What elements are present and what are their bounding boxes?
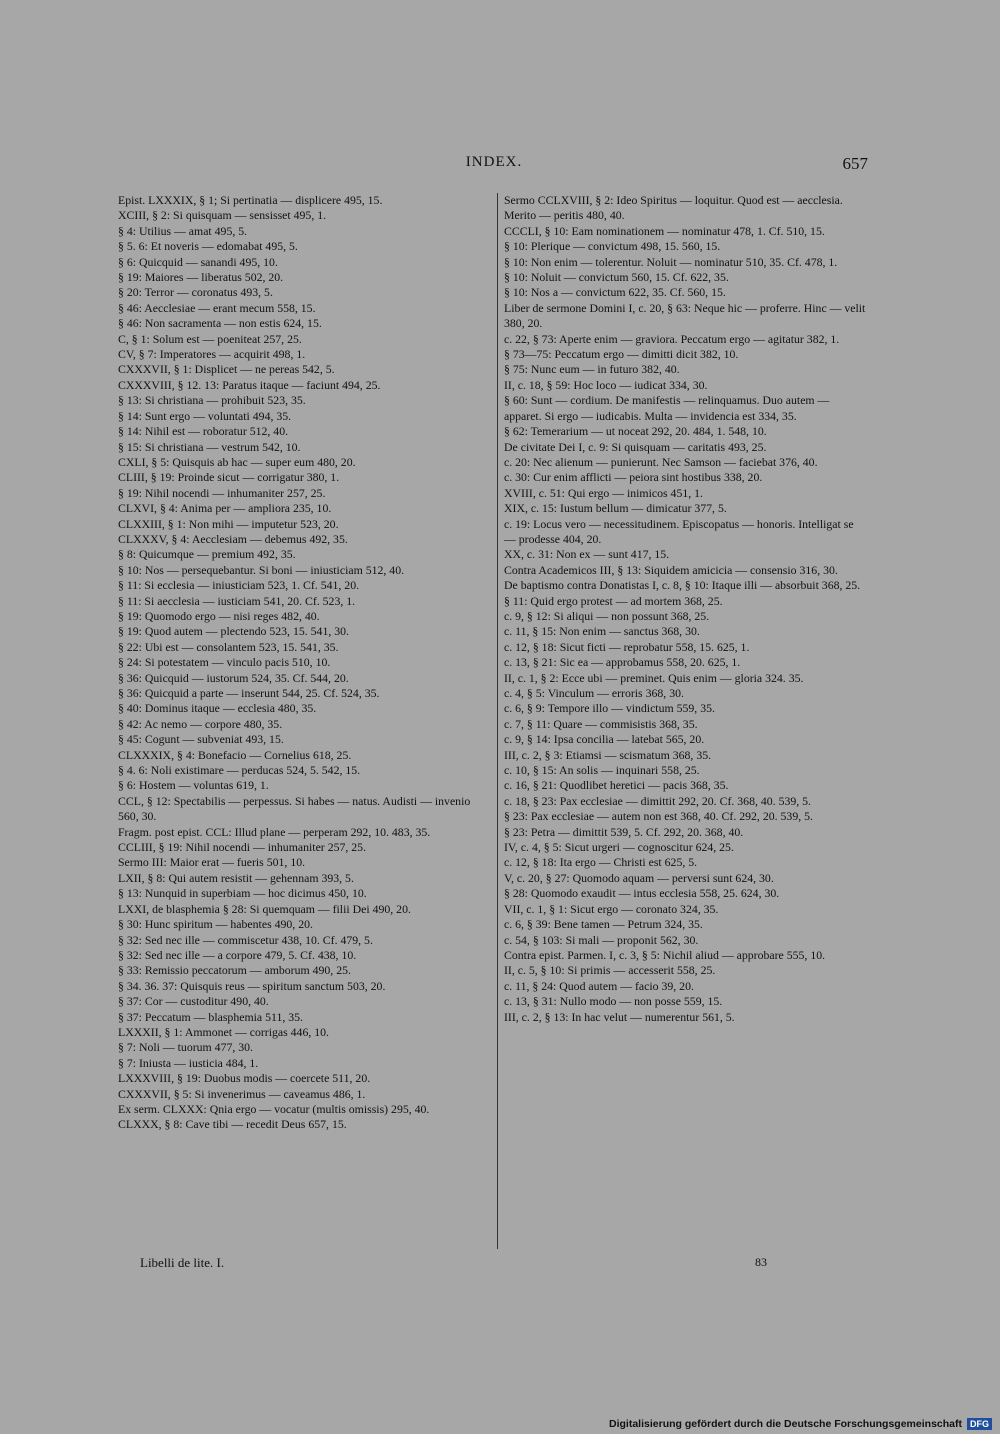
index-entry: § 4. 6: Noli existimare — perducas 524, 5. 542, 15.: [118, 763, 361, 778]
index-entry: § 40: Dominus itaque — ecclesia 480, 35.: [118, 701, 317, 716]
index-entry: XIX, c. 15: Iustum bellum — dimicatur 377, 5.: [504, 501, 727, 516]
index-entry: Fragm. post epist. CCL: Illud plane — perperam 292, 10. 483, 35.: [118, 824, 431, 839]
index-entry: De civitate Dei I, c. 9: Si quisquam — caritatis 493, 25.: [504, 439, 767, 454]
index-entry: § 10: Nos a — convictum 622, 35. Cf. 560, 15.: [504, 285, 726, 300]
index-entry: c. 9, § 14: Ipsa concilia — latebat 565, 20.: [504, 732, 705, 747]
index-entry: c. 22, § 73: Aperte enim — graviora. Peccatum ergo — agitatur 382, 1.: [504, 331, 840, 346]
index-entry: § 14: Nihil est — roboratur 512, 40.: [118, 424, 289, 439]
index-entry: § 42: Ac nemo — corpore 480, 35.: [118, 716, 283, 731]
index-entry: § 19: Quomodo ergo — nisi reges 482, 40.: [118, 608, 320, 623]
index-entry: c. 11, § 15: Non enim — sanctus 368, 30.: [504, 624, 700, 639]
index-entry: c. 18, § 23: Pax ecclesiae — dimittit 292, 20. Cf. 368, 40. 539, 5.: [504, 793, 812, 808]
index-entry: § 23: Pax ecclesiae — autem non est 368, 40. Cf. 292, 20. 539, 5.: [504, 809, 813, 824]
index-entry: CLXVI, § 4: Anima per — ampliora 235, 10.: [118, 501, 332, 516]
index-entry: CCCLI, § 10: Eam nominationem — nominatur 478, 1. Cf. 510, 15.: [504, 223, 825, 238]
index-entry: CLXXX, § 8: Cave tibi — recedit Deus 657, 15.: [118, 1117, 347, 1132]
index-entry: § 15: Si christiana — vestrum 542, 10.: [118, 439, 301, 454]
index-column-right: [504, 193, 866, 1025]
index-entry: c. 4, § 5: Vinculum — erroris 368, 30.: [504, 686, 684, 700]
index-entry: c. 6, § 39: Bene tamen — Petrum 324, 35.: [504, 917, 703, 932]
index-entry: § 11: Si ecclesia — iniusticiam 523, 1. Cf. 541, 20.: [118, 578, 360, 593]
index-entry: CLXXXV, § 4: Aecclesiam — debemus 492, 35.: [118, 531, 348, 546]
dfg-credit: [609, 1417, 992, 1431]
column-divider: [497, 193, 498, 1249]
index-entry: LXII, § 8: Qui autem resistit — gehennam 393, 5.: [118, 870, 354, 885]
index-entry: § 19: Quod autem — plectendo 523, 15. 541, 30.: [118, 624, 349, 639]
index-entry: § 10: Plerique — convictum 498, 15. 560, 15.: [504, 239, 721, 254]
index-entry: III, c. 2, § 3: Etiamsi — scismatum 368, 35.: [504, 747, 712, 762]
index-entry: § 46: Non sacramenta — non estis 624, 15.: [118, 316, 322, 331]
index-entry: § 60: Sunt — cordium. De manifestis — relinquamus. Duo autem — apparet. Si ergo — iudicabis. Multa — invidencia est 334, 35.: [504, 393, 830, 423]
index-entry: c. 13, § 31: Nullo modo — non posse 559, 15.: [504, 994, 723, 1009]
dfg-credit-text: Digitalisierung gefördert durch die Deutsche Forschungsgemeinschaft: [609, 1418, 962, 1430]
index-entry: CCL, § 12: Spectabilis — perpessus. Si habes — natus. Audisti — invenio 560, 30.: [118, 793, 471, 824]
page-number: 657: [842, 154, 868, 173]
index-entry: § 46: Aecclesiae — erant mecum 558, 15.: [118, 300, 316, 315]
index-entry: § 19: Maiores — liberatus 502, 20.: [118, 270, 284, 285]
index-entry: § 7: Noli — tuorum 477, 30.: [118, 1040, 254, 1055]
index-entry: Epist. LXXXIX, § 1; Si pertinatia — displicere 495, 15.: [118, 193, 383, 207]
index-entry: IV, c. 4, § 5: Sicut urgeri — cognoscitur 624, 25.: [504, 840, 734, 855]
index-entry: § 24: Si potestatem — vinculo pacis 510, 10.: [118, 655, 331, 670]
index-entry: c. 6, § 9: Tempore illo — vindictum 559, 35.: [504, 701, 715, 716]
index-entry: § 62: Temerarium — ut noceat 292, 20. 484, 1. 548, 10.: [504, 424, 767, 439]
index-entry: III, c. 2, § 13: In hac velut — numerentur 561, 5.: [504, 1009, 735, 1024]
index-entry: § 13: Si christiana — prohibuit 523, 35.: [118, 393, 306, 408]
index-entry: c. 13, § 21: Sic ea — approbamus 558, 20. 625, 1.: [504, 655, 741, 670]
sheet-number: 83: [755, 1255, 767, 1269]
index-entry: Liber de sermone Domini I, c. 20, § 63: Neque hic — proferre. Hinc — velit 380, 20.: [504, 300, 866, 331]
running-head: [120, 154, 868, 176]
index-entry: § 13: Nunquid in superbiam — hoc dicimus 450, 10.: [118, 886, 367, 901]
index-entry: XVIII, c. 51: Qui ergo — inimicos 451, 1.: [504, 485, 703, 500]
index-entry: II, c. 18, § 59: Hoc loco — iudicat 334, 30.: [504, 377, 708, 392]
index-entry: c. 54, § 103: Si mali — proponit 562, 30.: [504, 932, 699, 947]
index-entry: De baptismo contra Donatistas I, c. 8, § 10: Itaque illi — absorbuit 368, 25.: [504, 578, 861, 593]
index-entry: CLXXIII, § 1: Non mihi — imputetur 523, 20.: [118, 516, 339, 531]
index-entry: § 37: Peccatum — blasphemia 511, 35.: [118, 1009, 304, 1024]
index-entry: § 11: Quid ergo protest — ad mortem 368, 25.: [504, 593, 723, 608]
index-entry: CCLIII, § 19: Nihil nocendi — inhumaniter 257, 25.: [118, 840, 367, 855]
index-entry: CXXXVII, § 5: Si invenerimus — caveamus 486, 1.: [118, 1086, 366, 1101]
dfg-logo-icon: DFG: [967, 1418, 992, 1430]
index-entry: § 34. 36. 37: Quisquis reus — spiritum sanctum 503, 20.: [118, 978, 386, 993]
index-entry: § 22: Ubi est — consolantem 523, 15. 541, 35.: [118, 639, 339, 654]
index-entry: Contra Academicos III, § 13: Siquidem amicicia — consensio 316, 30.: [504, 562, 838, 577]
index-entry: II, c. 5, § 10: Si primis — accesserit 558, 25.: [504, 963, 716, 978]
index-entry: § 20: Terror — coronatus 493, 5.: [118, 285, 273, 300]
index-entry: c. 10, § 15: An solis — inquinari 558, 25.: [504, 763, 700, 778]
index-entry: c. 19: Locus vero — necessitudinem. Episcopatus — honoris. Intelligat se — prodesse 404, 20.: [504, 516, 854, 546]
index-entry: CV, § 7: Imperatores — acquirit 498, 1.: [118, 347, 306, 362]
index-entry: V, c. 20, § 27: Quomodo aquam — perversi sunt 624, 30.: [504, 870, 774, 885]
index-entry: § 7: Iniusta — iusticia 484, 1.: [118, 1055, 259, 1070]
index-entry: CXXXVIII, § 12. 13: Paratus itaque — faciunt 494, 25.: [118, 377, 381, 392]
index-entry: c. 30: Cur enim afflicti — peiora sint hostibus 338, 20.: [504, 470, 763, 485]
index-entry: § 4: Utilius — amat 495, 5.: [118, 223, 248, 238]
index-entry: § 19: Nihil nocendi — inhumaniter 257, 25.: [118, 485, 326, 500]
index-entry: CLXXXIX, § 4: Bonefacio — Cornelius 618, 25.: [118, 747, 352, 762]
index-entry: § 36: Quicquid a parte — inserunt 544, 25. Cf. 524, 35.: [118, 686, 380, 700]
index-entry: § 6: Quicquid — sanandi 495, 10.: [118, 254, 278, 269]
index-entry: XCIII, § 2: Si quisquam — sensisset 495, 1.: [118, 208, 327, 223]
index-entry: C, § 1: Solum est — poeniteat 257, 25.: [118, 331, 302, 346]
index-entry: LXXXVIII, § 19: Duobus modis — coercete 511, 20.: [118, 1071, 371, 1086]
index-entry: c. 16, § 21: Quodlibet heretici — pacis 368, 35.: [504, 778, 729, 793]
index-entry: § 33: Remissio peccatorum — amborum 490, 25.: [118, 963, 351, 978]
index-entry: § 37: Cor — custoditur 490, 40.: [118, 994, 269, 1009]
index-entry: § 28: Quomodo exaudit — intus ecclesia 558, 25. 624, 30.: [504, 886, 780, 901]
index-entry: § 45: Cogunt — subveniat 493, 15.: [118, 732, 284, 747]
index-entry: § 75: Nunc eum — in futuro 382, 40.: [504, 362, 680, 377]
index-entry: § 8: Quicumque — premium 492, 35.: [118, 547, 296, 562]
index-entry: § 73—75: Peccatum ergo — dimitti dicit 382, 10.: [504, 347, 739, 362]
index-entry: § 36: Quicquid — iustorum 524, 35. Cf. 544, 20.: [118, 670, 349, 685]
index-entry: § 10: Noluit — convictum 560, 15. Cf. 622, 35.: [504, 270, 729, 285]
index-entry: § 32: Sed nec ille — a corpore 479, 5. Cf. 438, 10.: [118, 947, 357, 962]
index-entry: § 6: Hostem — voluntas 619, 1.: [118, 778, 269, 793]
index-entry: § 32: Sed nec ille — commiscetur 438, 10. Cf. 479, 5.: [118, 932, 373, 947]
index-entry: § 23: Petra — dimittit 539, 5. Cf. 292, 20. 368, 40.: [504, 824, 744, 839]
index-entry: § 30: Hunc spiritum — habentes 490, 20.: [118, 917, 313, 932]
index-column-left: [118, 193, 492, 1133]
index-entry: LXXI, de blasphemia § 28: Si quemquam — filii Dei 490, 20.: [118, 901, 411, 916]
index-entry: c. 12, § 18: Sicut ficti — reprobatur 558, 15. 625, 1.: [504, 639, 750, 654]
index-entry: c. 11, § 24: Quod autem — facio 39, 20.: [504, 978, 694, 993]
index-entry: CLIII, § 19: Proinde sicut — corrigatur 380, 1.: [118, 470, 340, 485]
index-entry: § 5. 6: Et noveris — edomabat 495, 5.: [118, 239, 298, 254]
index-entry: CXXXVII, § 1: Displicet — ne pereas 542, 5.: [118, 362, 335, 377]
footer-signature: Libelli de lite. I.: [140, 1255, 225, 1270]
index-entry: LXXXII, § 1: Ammonet — corrigas 446, 10.: [118, 1024, 330, 1039]
index-entry: c. 20: Nec alienum — punierunt. Nec Samson — faciebat 376, 40.: [504, 454, 818, 469]
index-entry: c. 12, § 18: Ita ergo — Christi est 625, 5.: [504, 855, 698, 870]
index-entry: VII, c. 1, § 1: Sicut ergo — coronato 324, 35.: [504, 901, 719, 916]
index-entry: Contra epist. Parmen. I, c. 3, § 5: Nichil aliud — approbare 555, 10.: [504, 947, 826, 962]
index-entry: Sermo III: Maior erat — fueris 501, 10.: [118, 855, 306, 870]
index-entry: c. 7, § 11: Quare — commisistis 368, 35.: [504, 716, 698, 731]
index-entry: CXLI, § 5: Quisquis ab hac — super eum 480, 20.: [118, 454, 356, 469]
index-entry: § 11: Si aecclesia — iusticiam 541, 20. Cf. 523, 1.: [118, 593, 356, 608]
index-entry: Sermo CCLXVIII, § 2: Ideo Spiritus — loquitur. Quod est — aecclesia. Merito — peritis 480, 40.: [504, 193, 843, 223]
index-entry: XX, c. 31: Non ex — sunt 417, 15.: [504, 547, 670, 562]
index-entry: § 10: Non enim — tolerentur. Noluit — nominatur 510, 35. Cf. 478, 1.: [504, 254, 838, 269]
index-entry: II, c. 1, § 2: Ecce ubi — preminet. Quis enim — gloria 324. 35.: [504, 670, 804, 685]
index-entry: Ex serm. CLXXX: Qnia ergo — vocatur (multis omissis) 295, 40.: [118, 1101, 430, 1116]
page-title: INDEX.: [465, 154, 523, 170]
index-entry: § 14: Sunt ergo — voluntati 494, 35.: [118, 408, 292, 423]
index-entry: c. 9, § 12: Si aliqui — non possunt 368, 25.: [504, 608, 710, 623]
index-entry: § 10: Nos — persequebantur. Si boni — iniusticiam 512, 40.: [118, 562, 405, 577]
